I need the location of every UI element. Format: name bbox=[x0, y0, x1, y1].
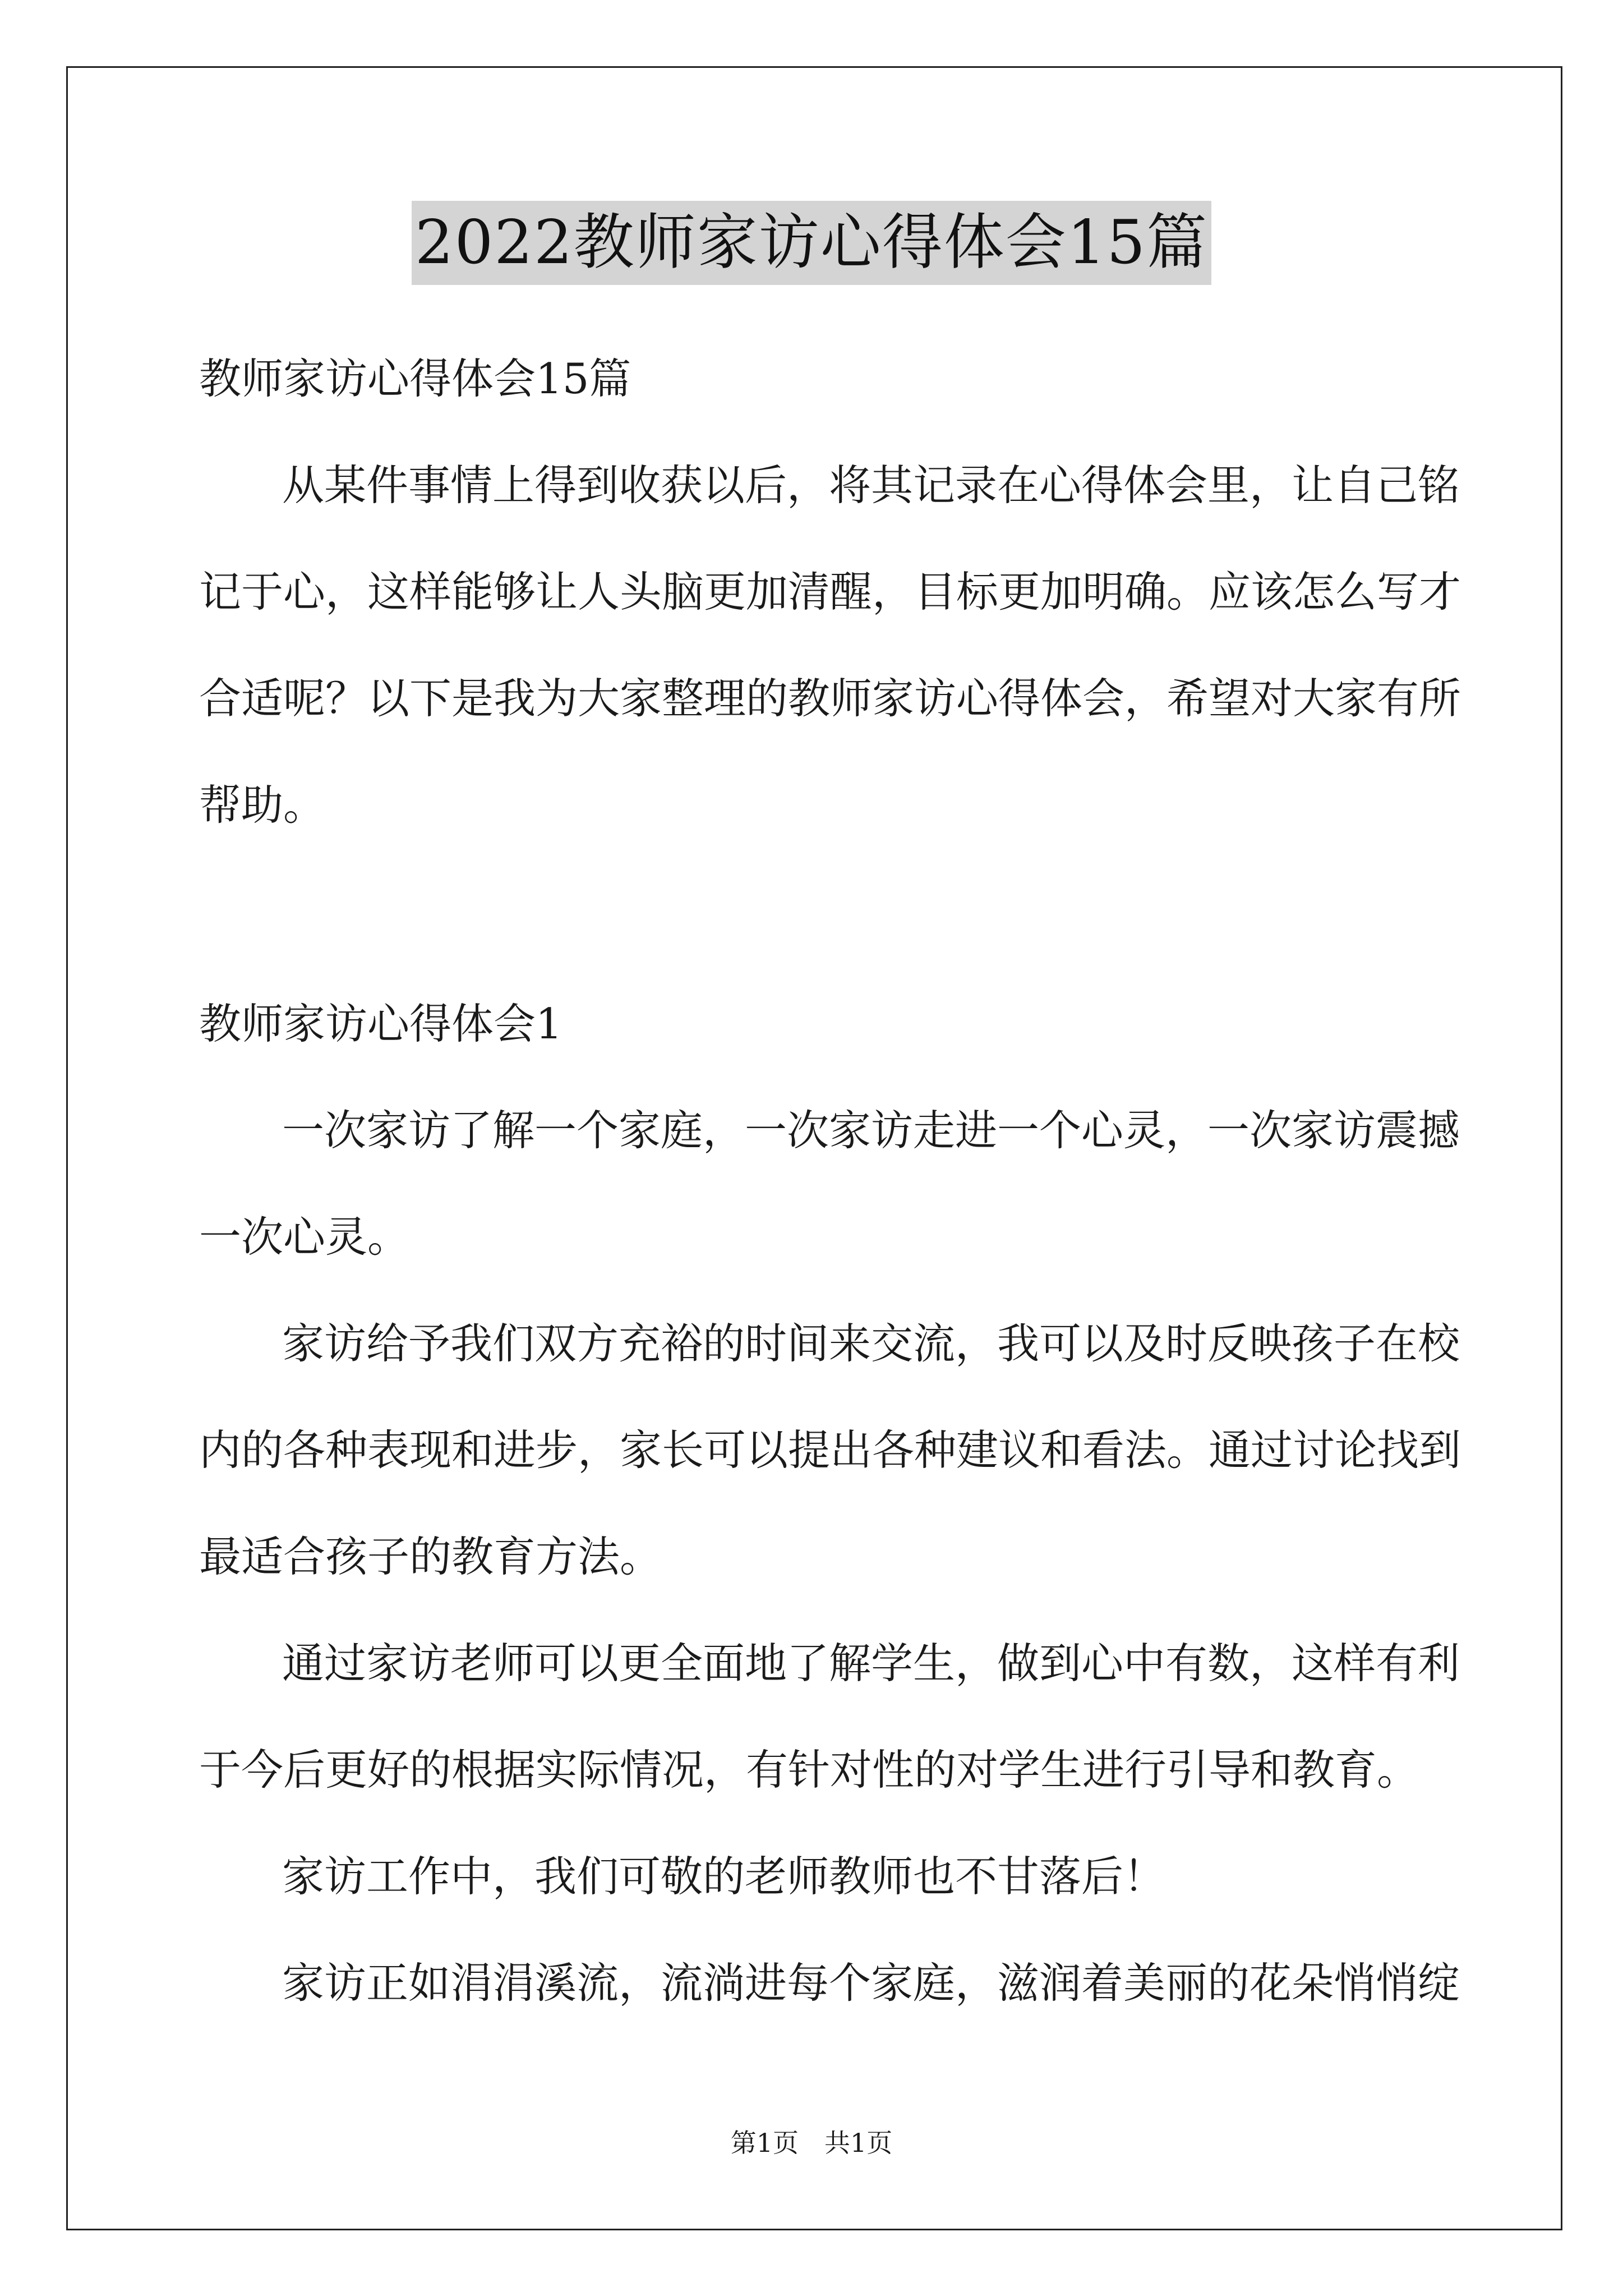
title-container bbox=[0, 201, 1623, 285]
paragraph-line: 一次心灵。 bbox=[199, 1212, 410, 1262]
paragraph-line: 一次家访了解一个家庭，一次家访走进一个心灵，一次家访震撼 bbox=[282, 1106, 1460, 1155]
paragraph-line: 内的各种表现和进步，家长可以提出各种建议和看法。通过讨论找到 bbox=[199, 1425, 1461, 1475]
document-title: 2022教师家访心得体会15篇 bbox=[412, 201, 1211, 285]
paragraph-line: 家访正如涓涓溪流，流淌进每个家庭，滋润着美丽的花朵悄悄绽 bbox=[282, 1958, 1460, 2008]
paragraph-line: 于今后更好的根据实际情况，有针对性的对学生进行引导和教育。 bbox=[199, 1745, 1419, 1795]
paragraph-line: 通过家访老师可以更全面地了解学生，做到心中有数，这样有利 bbox=[282, 1639, 1460, 1688]
section-heading: 教师家访心得体会1 bbox=[199, 999, 562, 1048]
page-number: 第1页 共1页 bbox=[730, 2128, 893, 2158]
paragraph-line: 从某件事情上得到收获以后，将其记录在心得体会里，让自己铭 bbox=[282, 461, 1460, 510]
paragraph-line: 帮助。 bbox=[199, 780, 326, 830]
paragraph-line: 家访工作中，我们可敬的老师教师也不甘落后！ bbox=[282, 1852, 1166, 1901]
paragraph-line: 记于心，这样能够让人头脑更加清醒，目标更加明确。应该怎么写才 bbox=[199, 567, 1461, 616]
subtitle: 教师家访心得体会15篇 bbox=[199, 354, 631, 403]
paragraph-line: 合适呢？以下是我为大家整理的教师家访心得体会，希望对大家有所 bbox=[199, 674, 1461, 723]
paragraph-line: 最适合孩子的教育方法。 bbox=[199, 1532, 662, 1581]
paragraph-line: 家访给予我们双方充裕的时间来交流，我可以及时反映孩子在校 bbox=[282, 1319, 1460, 1368]
